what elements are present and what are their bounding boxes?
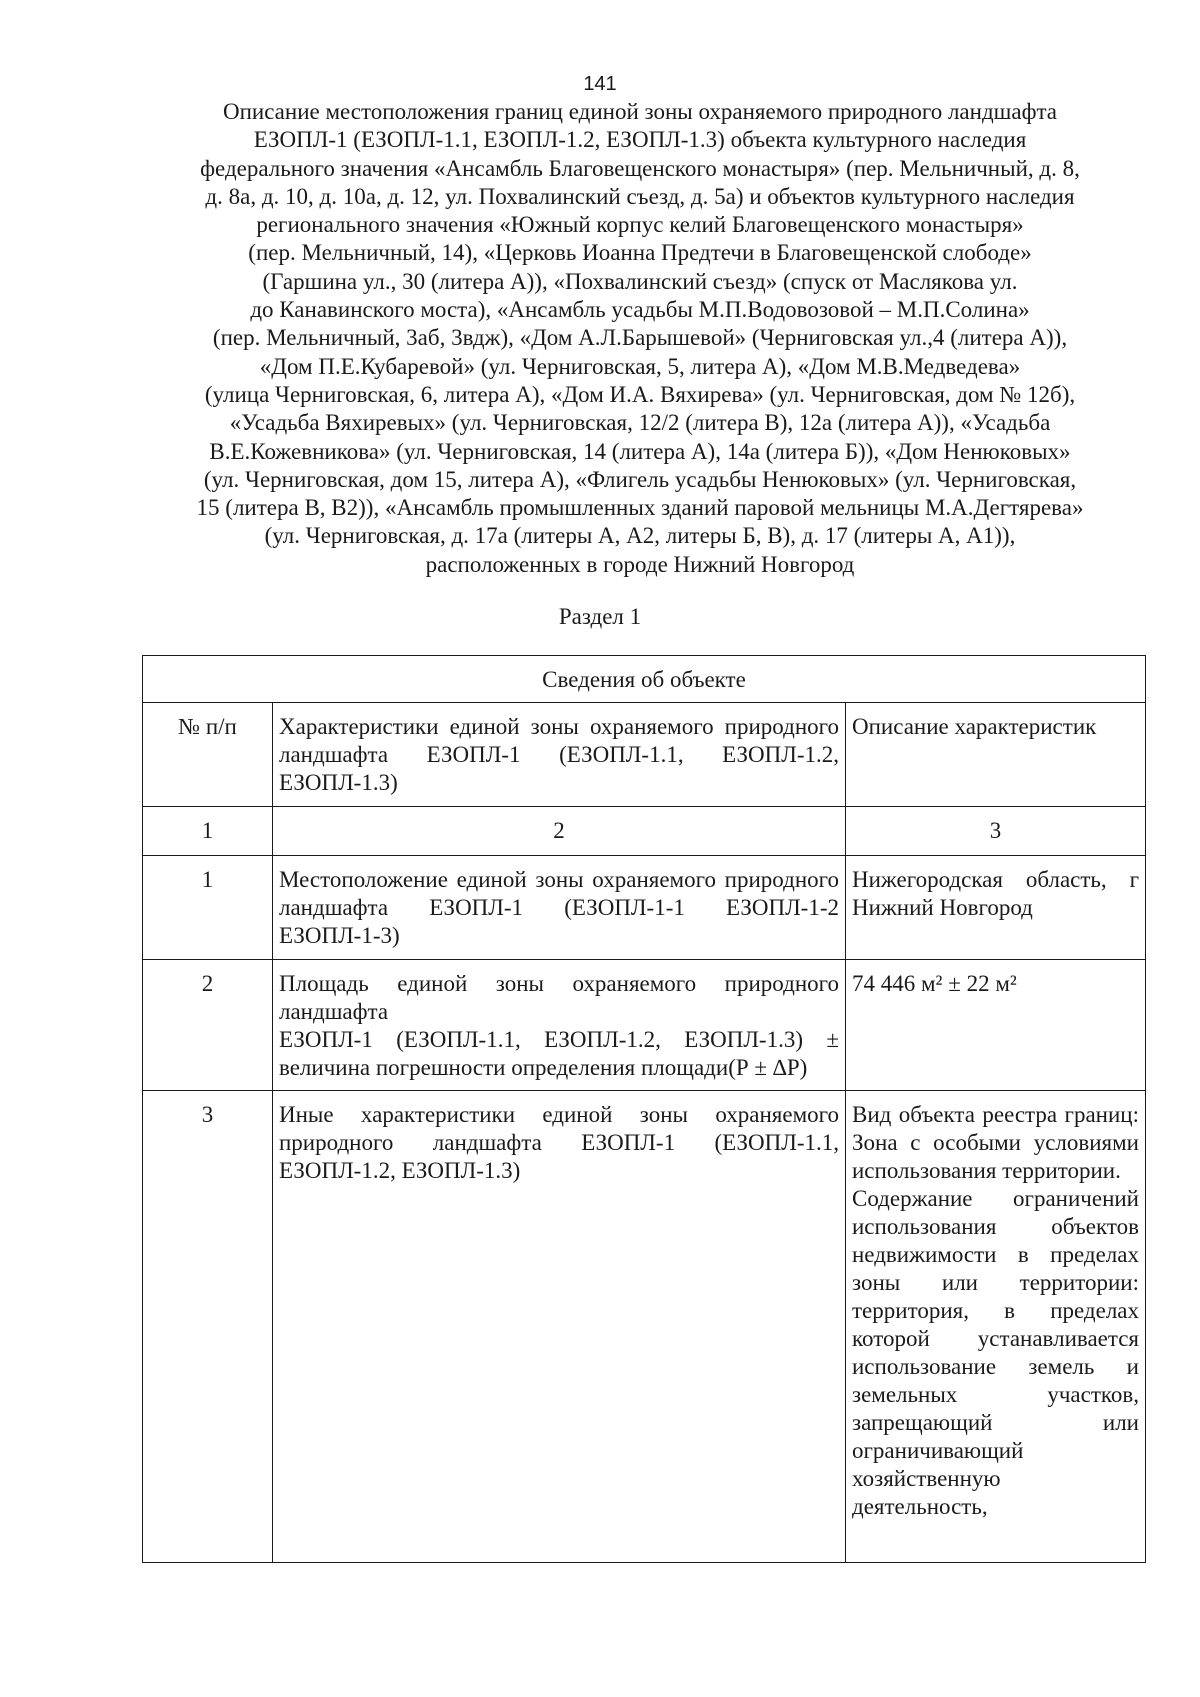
row-characteristic-line: ЕЗОПЛ-1 (ЕЗОПЛ-1.1, ЕЗОПЛ-1.2, ЕЗОПЛ-1.3) ± величина погрешности определения площади(Р ± ∆Р): [279, 1027, 839, 1080]
row-characteristic: Иные характеристики единой зоны охраняемого природного ландшафта ЕЗОПЛ-1 (ЕЗОПЛ-1.1, ЕЗОПЛ-1.2, ЕЗОПЛ-1.3): [273, 1091, 846, 1563]
title-line: (ул. Черниговская, дом 15, литера А), «Флигель усадьбы Ненюковых» (ул. Черниговская,: [203, 466, 1077, 492]
row-description: 74 446 м² ± 22 м²: [846, 960, 1146, 1091]
column-number: 3: [846, 807, 1146, 856]
title-line: д. 8а, д. 10, д. 10а, д. 12, ул. Похвалинский съезд, д. 5а) и объектов культурного наследия: [205, 183, 1075, 209]
title-line: расположенных в городе Нижний Новгород: [425, 551, 855, 577]
title-line: ЕЗОПЛ-1 (ЕЗОПЛ-1.1, ЕЗОПЛ-1.2, ЕЗОПЛ-1.3) объекта культурного наследия: [253, 127, 1027, 153]
document-title: [160, 98, 1120, 579]
column-header-characteristics: Характеристики единой зоны охраняемого природного ландшафта ЕЗОПЛ-1 (ЕЗОПЛ-1.1, ЕЗОПЛ-1.2, ЕЗОПЛ-1.3): [273, 703, 846, 807]
title-line: 15 (литера В, В2)), «Ансамбль промышленных зданий паровой мельницы М.А.Дегтярева»: [196, 495, 1084, 521]
column-header-num: № п/п: [143, 703, 273, 807]
title-line: (пер. Мельничный, 3аб, 3вдж), «Дом А.Л.Барышевой» (Черниговская ул.,4 (литера А)),: [212, 325, 1068, 351]
object-info-table: [142, 655, 1146, 1563]
row-number: 3: [143, 1091, 273, 1563]
row-description-paragraph: Содержание ограничений использования объектов недвижимости в пределах зоны или территории: территория, в пределах которой устанавливается использование земель и земельных участков, запрещающий или ограничивающий хозяйственную деятельность,: [852, 1186, 1139, 1519]
column-number: 2: [273, 807, 846, 856]
section-title: Раздел 1: [558, 604, 642, 629]
title-line: регионального значения «Южный корпус келий Благовещенского монастыря»: [256, 212, 1024, 238]
title-line: (улица Черниговская, 6, литера А), «Дом И.А. Вяхирева» (ул. Черниговская, дом № 12б),: [204, 381, 1076, 407]
column-number: 1: [143, 807, 273, 856]
column-numbers-row: [143, 807, 1146, 856]
title-line: «Дом П.Е.Кубаревой» (ул. Черниговская, 5, литера А), «Дом М.В.Медведева»: [259, 353, 1021, 379]
page-number: 141: [583, 73, 617, 95]
row-characteristic: Местоположение единой зоны охраняемого природного ландшафта ЕЗОПЛ-1 (ЕЗОПЛ-1-1 ЕЗОПЛ-1-2 ЕЗОПЛ-1-3): [273, 856, 846, 960]
title-line: (пер. Мельничный, 14), «Церковь Иоанна Предтечи в Благовещенской слободе»: [248, 240, 1032, 266]
row-number: 2: [143, 960, 273, 1091]
row-number: 1: [143, 856, 273, 960]
row-description-paragraph: Вид объекта реестра границ: Зона с особыми условиями использования территории.: [852, 1102, 1139, 1183]
table-header: Сведения об объекте: [143, 656, 1146, 703]
title-line: до Канавинского моста), «Ансамбль усадьбы М.П.Водовозовой – М.П.Солина»: [250, 297, 1030, 323]
table-header-row: [143, 656, 1146, 703]
row-description: Нижегородская область, г Нижний Новгород: [846, 856, 1146, 960]
title-line: (ул. Черниговская, д. 17а (литеры А, А2, литеры Б, В), д. 17 (литеры А, А1)),: [264, 523, 1016, 549]
row-description: [846, 1091, 1146, 1563]
table-row: [143, 960, 1146, 1091]
title-line: Описание местоположения границ единой зоны охраняемого природного ландшафта: [222, 99, 1058, 124]
title-line: В.Е.Кожевникова» (ул. Черниговская, 14 (литера А), 14а (литера Б)), «Дом Ненюковых»: [209, 438, 1071, 464]
row-characteristic: [273, 960, 846, 1091]
column-header-description: Описание характеристик: [846, 703, 1146, 807]
column-headers-row: [143, 703, 1146, 807]
title-line: «Усадьба Вяхиревых» (ул. Черниговская, 12/2 (литера В), 12а (литера А)), «Усадьба: [229, 410, 1051, 436]
table-row: [143, 856, 1146, 960]
row-characteristic-line: Площадь единой зоны охраняемого природного ландшафта: [279, 971, 839, 1024]
title-line: федерального значения «Ансамбль Благовещенского монастыря» (пер. Мельничный, д. 8,: [200, 155, 1080, 181]
table-row: [143, 1091, 1146, 1563]
title-line: (Гаршина ул., 30 (литера А)), «Похвалинский съезд» (спуск от Маслякова ул.: [262, 268, 1018, 294]
